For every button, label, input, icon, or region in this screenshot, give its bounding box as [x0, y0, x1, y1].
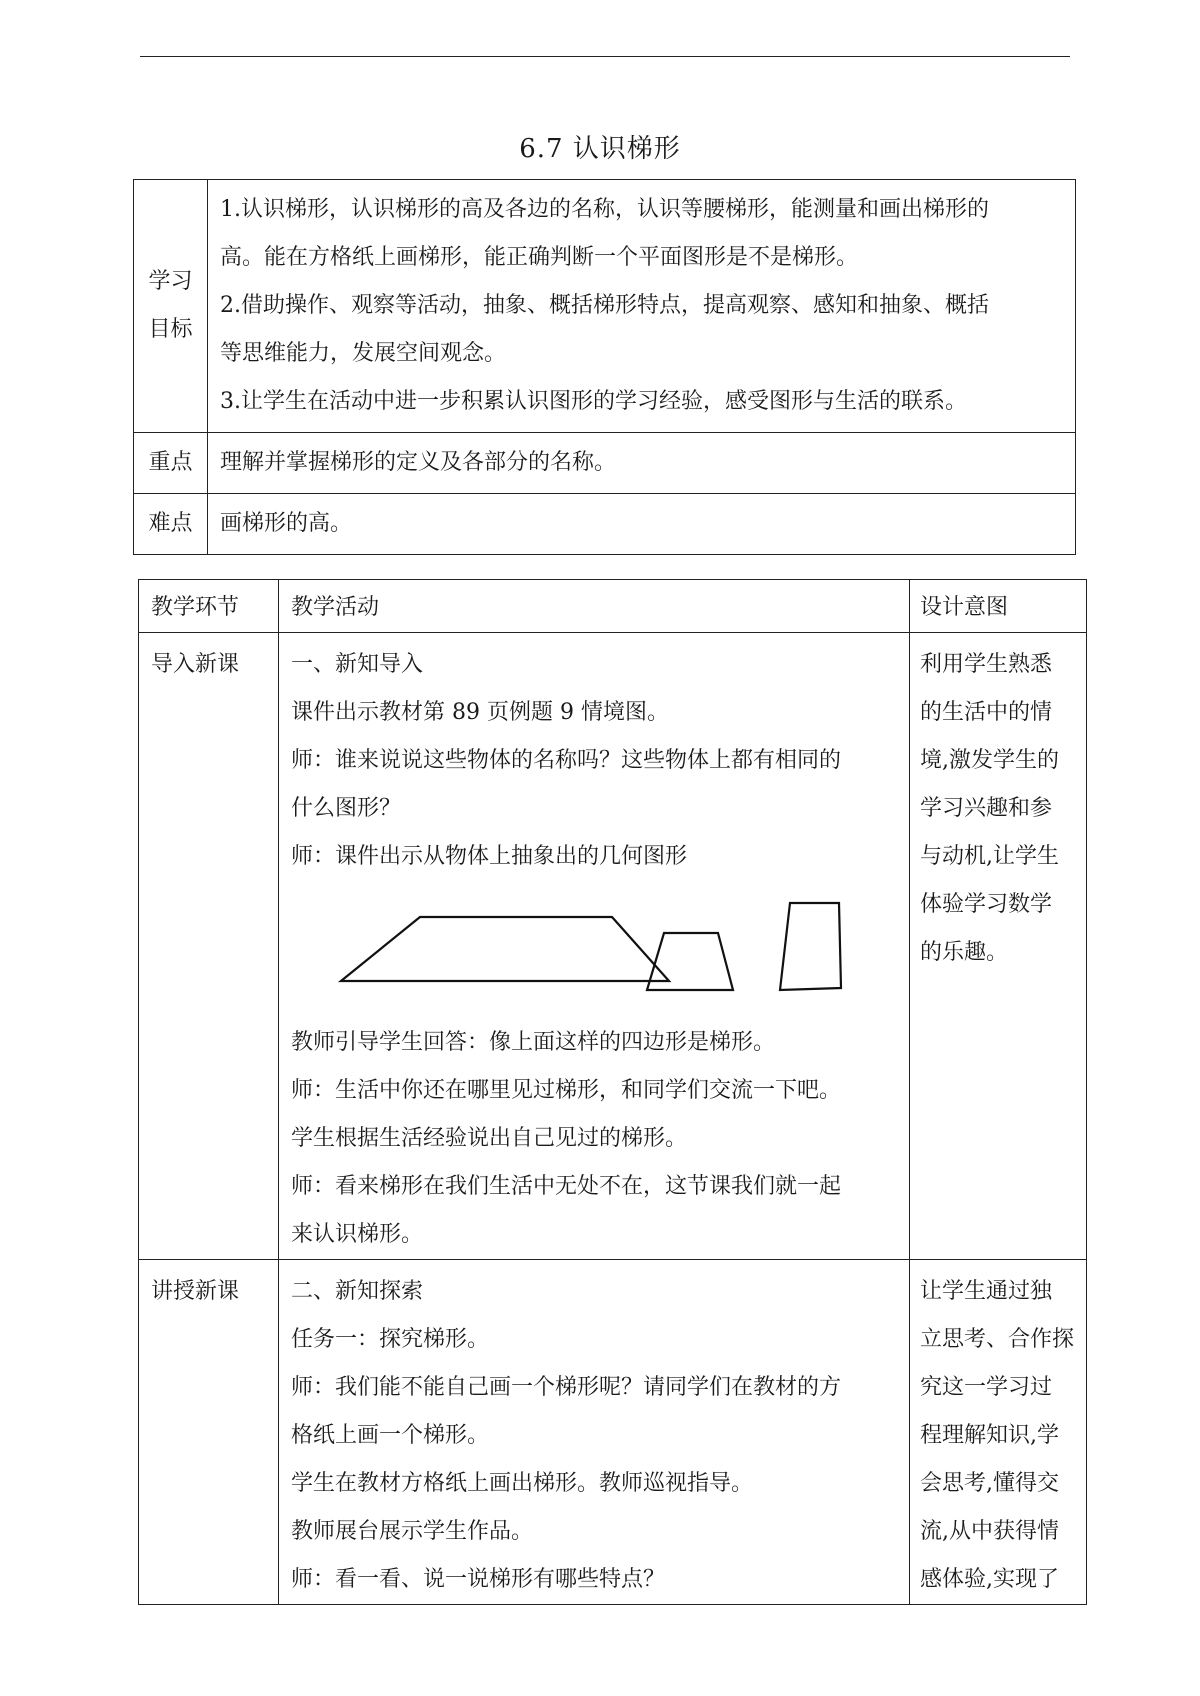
header-rule [140, 56, 1070, 57]
header-intent: 设计意图 [910, 580, 1087, 633]
intent-line: 流,从中获得情 [920, 1519, 1059, 1544]
intent-line: 境,激发学生的 [920, 748, 1059, 773]
table-row [139, 633, 1087, 1260]
goal-line: 1.认识梯形，认识梯形的高及各边的名称，认识等腰梯形，能测量和画出梯形的 [220, 197, 989, 222]
activity-cell [279, 1260, 910, 1605]
goals-label-line: 学习 [148, 269, 193, 294]
goals-table [133, 179, 1076, 555]
intent-line: 究这一学习过 [920, 1375, 1053, 1400]
difficulty-label: 难点 [134, 494, 208, 555]
stage-cell: 导入新课 [139, 633, 279, 1260]
activity-line: 师：谁来说说这些物体的名称吗？这些物体上都有相同的 [291, 748, 842, 773]
table-header-row [139, 580, 1087, 633]
activity-line: 格纸上画一个梯形。 [291, 1423, 490, 1448]
intent-line: 的乐趣。 [920, 940, 1009, 965]
intent-line: 让学生通过独 [920, 1279, 1053, 1304]
activity-line: 二、新知探索 [291, 1279, 424, 1304]
goal-line: 等思维能力，发展空间观念。 [220, 341, 507, 366]
goal-line: 高。能在方格纸上画梯形，能正确判断一个平面图形是不是梯形。 [220, 245, 859, 270]
intent-line: 的生活中的情 [920, 700, 1053, 725]
intent-line: 利用学生熟悉 [920, 652, 1053, 677]
header-activity: 教学活动 [279, 580, 910, 633]
goals-label [134, 180, 208, 433]
trapezoid-wide [341, 917, 669, 981]
trapezoid-right-angled [780, 903, 841, 990]
lesson-plan-table [138, 579, 1087, 1605]
goals-content [208, 180, 1076, 433]
intent-line: 立思考、合作探 [920, 1327, 1075, 1352]
activity-line: 师：我们能不能自己画一个梯形呢？请同学们在教材的方 [291, 1375, 842, 1400]
intent-line: 学习兴趣和参 [920, 796, 1053, 821]
intent-cell [910, 633, 1087, 1260]
header-stage: 教学环节 [139, 580, 279, 633]
activity-line: 师：看来梯形在我们生活中无处不在，这节课我们就一起 [291, 1174, 842, 1199]
intent-line: 程理解知识,学 [920, 1423, 1059, 1448]
goals-label-line: 目标 [148, 317, 193, 342]
stage-cell: 讲授新课 [139, 1260, 279, 1605]
activity-line: 学生根据生活经验说出自己见过的梯形。 [291, 1126, 688, 1151]
difficulty-text: 画梯形的高。 [208, 494, 1076, 555]
table-row [139, 1260, 1087, 1605]
activity-line: 师：生活中你还在哪里见过梯形，和同学们交流一下吧。 [291, 1078, 842, 1103]
intent-cell [910, 1260, 1087, 1605]
activity-line: 任务一：探究梯形。 [291, 1327, 490, 1352]
activity-line: 来认识梯形。 [291, 1222, 424, 1247]
page-title: 6.7 认识梯形 [519, 134, 681, 164]
activity-line: 学生在教材方格纸上画出梯形。教师巡视指导。 [291, 1471, 754, 1496]
goal-line: 3.让学生在活动中进一步积累认识图形的学习经验，感受图形与生活的联系。 [220, 389, 967, 414]
activity-line: 师：课件出示从物体上抽象出的几何图形 [291, 844, 688, 869]
activity-line: 什么图形？ [291, 796, 402, 821]
trapezoid-figures [291, 881, 901, 1019]
activity-line: 师：看一看、说一说梯形有哪些特点？ [291, 1567, 666, 1592]
activity-line: 教师引导学生回答：像上面这样的四边形是梯形。 [291, 1030, 776, 1055]
intent-line: 感体验,实现了 [920, 1567, 1059, 1592]
intent-line: 会思考,懂得交 [920, 1471, 1059, 1496]
activity-cell [279, 633, 910, 1260]
activity-line: 课件出示教材第 89 页例题 9 情境图。 [291, 700, 669, 725]
activity-line: 教师展台展示学生作品。 [291, 1519, 534, 1544]
intent-line: 体验学习数学 [920, 892, 1053, 917]
activity-line: 一、新知导入 [291, 652, 424, 677]
intent-line: 与动机,让学生 [920, 844, 1059, 869]
goal-line: 2.借助操作、观察等活动，抽象、概括梯形特点，提高观察、感知和抽象、概括 [220, 293, 989, 318]
key-point-label: 重点 [134, 433, 208, 494]
key-point-text: 理解并掌握梯形的定义及各部分的名称。 [208, 433, 1076, 494]
trapezoid-shapes [291, 881, 891, 1019]
